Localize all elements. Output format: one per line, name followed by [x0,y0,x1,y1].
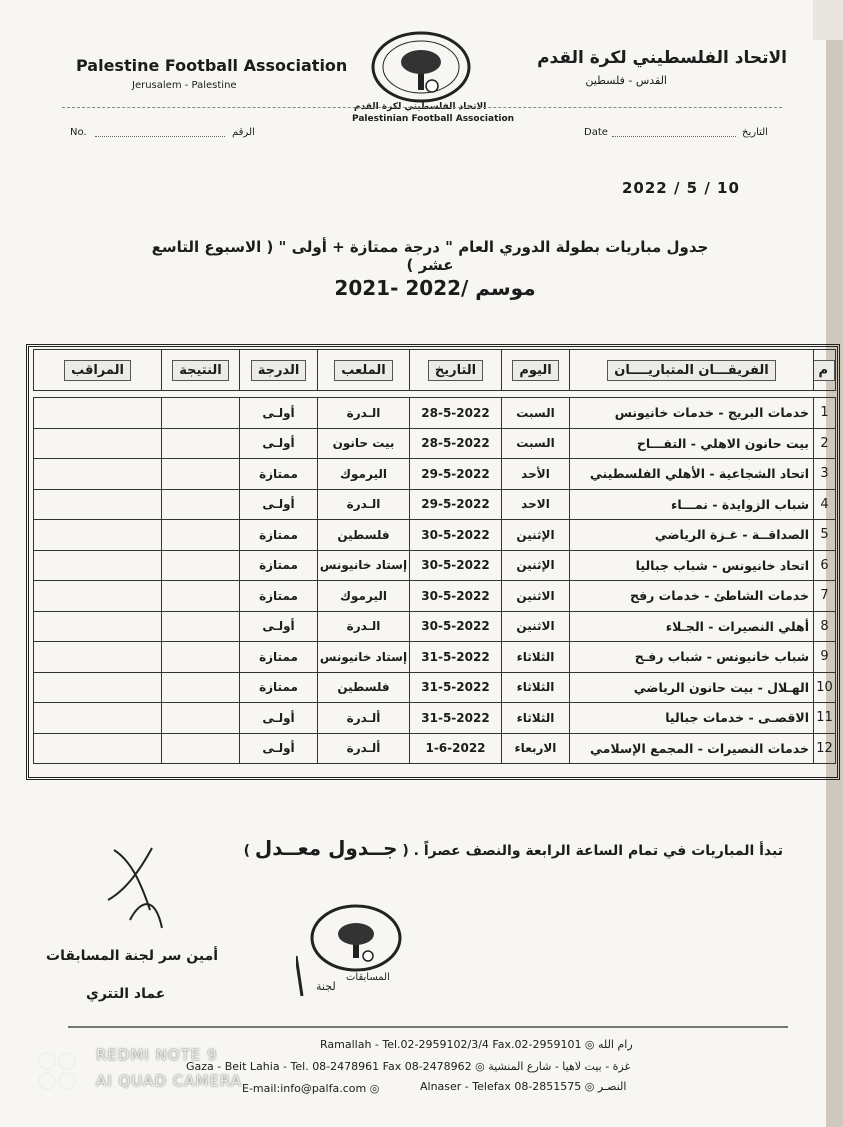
fixture-teams: أهلي النصيرات - الجـلاء [570,611,814,642]
season-label: موسم /2022 -2021 [334,276,536,300]
fixture-date: 31-5-2022 [410,642,502,673]
fixture-observer [34,733,162,764]
fixture-venue: الـدرة [318,611,410,642]
table-row [34,642,836,673]
fixture-grade: أولـى [240,611,318,642]
fixture-observer [34,398,162,429]
org-city-en: Jerusalem - Palestine [132,80,237,91]
contact-alnaser: Alnaser - Telefax 08-2851575 ◎ النصـر [420,1080,627,1093]
fixture-grade: ممتازة [240,459,318,490]
contact-ramallah: Ramallah - Tel.02-2959102/3/4 Fax.02-2959101 ◎ رام الله [320,1038,633,1051]
col-header-teams: الفريقـــان المتباريــــان [570,350,814,391]
fixture-teams: شباب خانيونس - شباب رفـح [570,642,814,673]
fixture-grade: أولـى [240,733,318,764]
fixture-result [162,672,240,703]
fixture-number: 12 [814,733,836,764]
fixture-date: 31-5-2022 [410,703,502,734]
table-row [34,428,836,459]
fixture-venue: إستاد خانيونس [318,550,410,581]
fixture-venue: فلسطين [318,672,410,703]
table-row [34,398,836,429]
fixture-venue: إستاد خانيونس [318,642,410,673]
fixture-date: 29-5-2022 [410,489,502,520]
col-header-day: اليوم [502,350,570,391]
footer-divider [68,1026,788,1028]
table-row [34,581,836,612]
fixture-date: 28-5-2022 [410,428,502,459]
fixture-venue: بيت حانون [318,428,410,459]
header-divider [62,107,782,108]
camera-watermark-icon [36,1050,80,1092]
fixture-number: 4 [814,489,836,520]
fixture-date: 29-5-2022 [410,459,502,490]
date-field-line [612,136,736,137]
handwritten-signature-icon [100,840,170,940]
fixture-date: 30-5-2022 [410,520,502,551]
fixture-number: 11 [814,703,836,734]
fixture-observer [34,611,162,642]
fixture-teams: خدمات النصيرات - المجمع الإسلامي [570,733,814,764]
table-header-row [34,350,836,391]
fixture-teams: خدمات البريج - خدمات خانيونس [570,398,814,429]
fixture-number: 1 [814,398,836,429]
fixture-grade: أولـى [240,703,318,734]
document-date: 2022 / 5 / 10 [622,179,740,197]
col-header-result: النتيجة [162,350,240,391]
signatory-name: عماد التتري [86,986,166,1002]
fixture-grade: أولـى [240,398,318,429]
fixture-number: 5 [814,520,836,551]
table-row [34,733,836,764]
fixture-observer [34,581,162,612]
fixture-date: 28-5-2022 [410,398,502,429]
date-field-label-ar: التاريخ [742,127,768,138]
fixtures-table [33,349,836,764]
fixture-number: 9 [814,642,836,673]
fixture-observer [34,703,162,734]
fixture-day: الاربعاء [502,733,570,764]
fixture-venue: فلسطين [318,520,410,551]
number-line [95,136,225,137]
fixture-teams: اتحاد خانيونس - شباب جباليا [570,550,814,581]
fixture-result [162,489,240,520]
association-logo-icon [370,30,472,104]
fixture-teams: بيت حانون الاهلي - التفـــاح [570,428,814,459]
table-row [34,489,836,520]
fixture-venue: الـدرة [318,398,410,429]
fixture-teams: اتحاد الشجاعية - الأهلي الفلسطيني [570,459,814,490]
contact-email: E-mail:info@palfa.com ◎ [242,1082,380,1095]
fixture-number: 2 [814,428,836,459]
table-row [34,550,836,581]
fixture-observer [34,520,162,551]
fixture-day: السبت [502,428,570,459]
fixture-number: 3 [814,459,836,490]
fixture-observer [34,672,162,703]
fixture-date: 30-5-2022 [410,550,502,581]
fixture-day: السبت [502,398,570,429]
number-label-ar: الرقم [232,127,255,138]
fixture-venue: ألـدرة [318,733,410,764]
fixture-number: 7 [814,581,836,612]
date-field-label: Date [584,127,608,138]
fixture-day: الأحد [502,459,570,490]
document-title: جدول مباريات بطولة الدوري العام " درجة ممتازة + أولى " ( الاسبوع التاسع عشر ) [151,238,709,274]
fixture-day: الاثنين [502,611,570,642]
fixture-result [162,428,240,459]
amended-schedule-label: جــدول معــدل [254,836,398,860]
camera-watermark-tagline: AI QUAD CAMERA [96,1072,243,1090]
number-label: No. [70,127,87,138]
fixture-teams: الصداقــة - غـزة الرياضي [570,520,814,551]
start-time-notice: تبدأ المباريات في تمام الساعة الرابعة والنصف عصراً . ( جــدول معــدل ) [243,836,783,860]
fixture-teams: الاقصـى - خدمات جباليا [570,703,814,734]
fixture-number: 8 [814,611,836,642]
fixture-date: 30-5-2022 [410,581,502,612]
fixture-day: الإثنين [502,550,570,581]
table-row [34,611,836,642]
camera-watermark-model: REDMI NOTE 9 [96,1046,218,1064]
fixture-date: 31-5-2022 [410,672,502,703]
table-row [34,672,836,703]
committee-stamp-icon [296,896,486,1016]
fixture-result [162,520,240,551]
fixture-day: الثلاثاء [502,672,570,703]
org-name-ar: الاتحاد الفلسطيني لكرة القدم [537,48,787,68]
col-header-date: التاريخ [410,350,502,391]
fixture-teams: خدمات الشاطئ - خدمات رفح [570,581,814,612]
fixture-observer [34,489,162,520]
table-row [34,703,836,734]
fixture-result [162,550,240,581]
org-name-en: Palestine Football Association [76,56,348,75]
fixture-date: 30-5-2022 [410,611,502,642]
fixture-grade: ممتازة [240,672,318,703]
fixture-day: الإثنين [502,520,570,551]
fixture-teams: الهـلال - بيت حانون الرياضي [570,672,814,703]
logo-caption-ar: الاتحاد الفلسطيني لكرة القدم [354,102,487,112]
fixture-result [162,581,240,612]
col-header-observer: المراقب [34,350,162,391]
logo-caption-en: Palestinian Football Association [352,114,515,124]
fixture-day: الاثنين [502,581,570,612]
fixture-venue: اليرموك [318,581,410,612]
fixture-number: 6 [814,550,836,581]
fixture-date: 1-6-2022 [410,733,502,764]
fixture-observer [34,428,162,459]
stamp-text-committee: لجنة [316,980,336,993]
fixture-grade: أولـى [240,489,318,520]
fixture-grade: ممتازة [240,581,318,612]
fixture-day: الاحد [502,489,570,520]
col-header-number: م [814,350,836,391]
fixture-result [162,703,240,734]
fixture-result [162,611,240,642]
fixture-day: الثلاثاء [502,703,570,734]
fixture-grade: ممتازة [240,642,318,673]
table-row [34,459,836,490]
page-corner [813,0,843,40]
fixture-result [162,642,240,673]
header-gap [34,391,836,398]
fixture-number: 10 [814,672,836,703]
org-city-ar: القدس - فلسطين [585,74,667,87]
signatory-title: أمين سر لجنة المسابقات [46,948,219,964]
fixture-venue: ألـدرة [318,703,410,734]
fixture-grade: ممتازة [240,550,318,581]
col-header-venue: الملعب [318,350,410,391]
fixture-teams: شباب الزوايدة - نمـــاء [570,489,814,520]
fixture-grade: ممتازة [240,520,318,551]
fixture-observer [34,642,162,673]
fixture-venue: الـدرة [318,489,410,520]
fixture-result [162,733,240,764]
fixture-venue: اليرموك [318,459,410,490]
table-row [34,520,836,551]
fixture-result [162,398,240,429]
col-header-grade: الدرجة [240,350,318,391]
fixture-day: الثلاثاء [502,642,570,673]
fixture-result [162,459,240,490]
fixture-grade: أولـى [240,428,318,459]
fixture-observer [34,459,162,490]
fixture-observer [34,550,162,581]
contact-gaza: Gaza - Beit Lahia - Tel. 08-2478961 Fax 08-2478962 ◎ غزة - بيت لاهيا - شارع المنشية [186,1060,631,1073]
stamp-text-competitions: المسابقات [346,972,390,983]
